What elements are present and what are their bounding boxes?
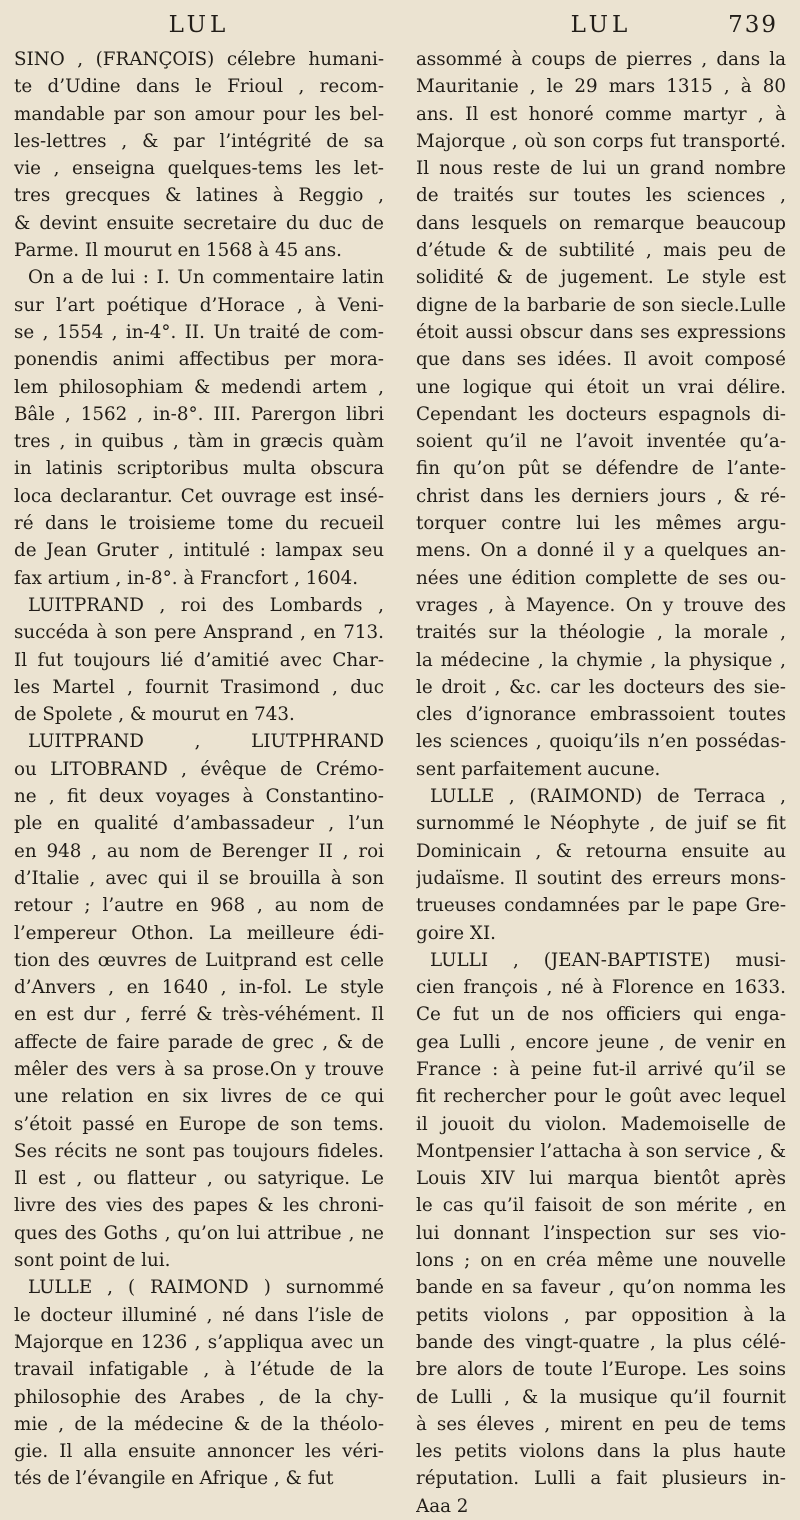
text-line: ple en qualité d’ambassadeur , l’un: [14, 813, 384, 835]
text-line: Dominicain , & retourna ensuite au: [416, 840, 786, 862]
text-line: LUITPRAND , roi des Lombards ,: [28, 594, 384, 616]
text-line: loca declarantur. Cet ouvrage est insé-: [14, 485, 384, 507]
text-line: tres , in quibus , tàm in græcis quàm: [14, 431, 384, 453]
text-line: les Martel , fournit Trasimond , duc: [14, 676, 384, 698]
text-line: Il est , ou flatteur , ou satyrique. Le: [14, 1168, 384, 1190]
text-line: d’étude & de subtilité , mais peu de: [416, 240, 786, 262]
text-line: de traités sur toutes les sciences ,: [416, 185, 786, 207]
text-line: ne , fit deux voyages à Constantino-: [14, 786, 384, 808]
text-line: en est dur , ferré & très-véhément. Il: [14, 1004, 384, 1026]
text-line: dans lesquels on remarque beaucoup: [416, 212, 786, 234]
text-line: soient qu’il ne l’avoit inventée qu’a-: [416, 431, 786, 453]
text-line: in latinis scriptoribus multa obscura: [14, 458, 384, 480]
text-line: gea Lulli , encore jeune , de venir en: [416, 1031, 786, 1053]
text-line: d’Italie , avec qui il se brouilla à son: [14, 867, 384, 889]
text-line: Majorque , où son corps fut transporté.: [416, 130, 786, 152]
text-line: fax artium , in-8°. à Francfort , 1604.: [14, 567, 359, 589]
text-line: lui donnant l’inspection sur ses vio-: [416, 1222, 786, 1244]
text-line: sur l’art poétique d’Horace , à Veni-: [14, 294, 384, 316]
text-line: l’empereur Othon. La meilleure édi-: [14, 922, 384, 944]
text-line: petits violons , par opposition à la: [416, 1304, 786, 1326]
text-line: ans. Il est honoré comme martyr , à: [416, 103, 786, 125]
text-line: digne de la barbarie de son siecle.Lulle: [416, 294, 786, 316]
text-line: s’étoit passé en Europe de son tems.: [14, 1113, 384, 1135]
text-line: Louis XIV lui marqua bientôt après: [416, 1168, 786, 1190]
text-line: goire XI.: [416, 922, 496, 944]
text-line: vie , enseigna quelques-tems les let-: [14, 158, 384, 180]
text-line: trueuses condamnées par le pape Gre-: [416, 895, 786, 917]
right-column-text: [416, 46, 786, 1520]
text-line: en 948 , au nom de Berenger II , roi: [14, 840, 384, 862]
left-running-head: [14, 12, 384, 46]
text-line: à ses éleves , mirent en peu de tems: [416, 1413, 786, 1435]
text-line: LULLE , (RAIMOND) de Terraca ,: [430, 786, 786, 808]
text-line: Il nous reste de lui un grand nombre: [416, 158, 786, 180]
text-line: tés de l’évangile en Afrique , & fut: [14, 1468, 334, 1490]
text-line: une relation en six livres de ce qui: [14, 1086, 384, 1108]
text-line: mens. On a donné il y a quelques an-: [416, 540, 786, 562]
text-line: On a de lui : I. Un commentaire latin: [28, 267, 384, 289]
text-line: la médecine , la chymie , la physique ,: [416, 649, 786, 671]
text-line: fin qu’on pût se défendre de l’ante-: [416, 458, 786, 480]
text-line: Aaa 2: [416, 1495, 469, 1517]
text-line: ponendis animi affectibus per mora-: [14, 349, 384, 371]
text-line: LUITPRAND , LIUTPHRAND: [28, 731, 384, 753]
text-line: Il fut toujours lié d’amitié avec Char-: [14, 649, 384, 671]
text-line: & devint ensuite secretaire du duc de: [14, 212, 384, 234]
text-line: Parme. Il mourut en 1568 à 45 ans.: [14, 240, 342, 262]
text-line: que dans ses idées. Il avoit composé: [416, 349, 786, 371]
text-line: succéda à son pere Ansprand , en 713.: [14, 622, 384, 644]
text-line: sont point de lui.: [14, 1250, 171, 1272]
text-line: surnommé le Néophyte , de juif se fit: [416, 813, 786, 835]
text-line: LULLI , (JEAN-BAPTISTE) musi-: [430, 949, 786, 971]
text-line: fit rechercher pour le goût avec lequel: [416, 1086, 786, 1108]
text-line: il jouoit du violon. Mademoiselle de: [416, 1113, 786, 1135]
text-line: les-lettres , & par l’intégrité de sa: [14, 130, 384, 152]
text-line: affecte de faire parade de grec , & de: [14, 1031, 384, 1053]
text-line: vrages , à Mayence. On y trouve des: [416, 594, 786, 616]
text-line: livre des vies des papes & les chroni-: [14, 1195, 384, 1217]
text-line: Majorque en 1236 , s’appliqua avec un: [14, 1331, 384, 1353]
right-header-text: LUL: [570, 12, 632, 38]
text-line: Ses récits ne sont pas toujours fideles.: [14, 1140, 384, 1162]
text-line: une logique qui étoit un vrai délire.: [416, 376, 786, 398]
text-line: bre alors de toute l’Europe. Les soins: [416, 1359, 786, 1381]
text-line: Ce fut un de nos officiers qui enga-: [416, 1004, 786, 1026]
text-line: travail infatigable , à l’étude de la: [14, 1359, 384, 1381]
page-number: 739: [728, 12, 778, 38]
text-line: lem philosophiam & medendi artem ,: [14, 376, 384, 398]
text-line: se , 1554 , in-4°. II. Un traité de com-: [14, 321, 384, 343]
text-line: Cependant les docteurs espagnols di-: [416, 403, 786, 425]
text-line: mêler des vers à sa prose.On y trouve: [14, 1058, 384, 1080]
text-line: de Spolete , & mourut en 743.: [14, 704, 295, 726]
text-line: retour ; l’autre en 968 , au nom de: [14, 895, 384, 917]
text-line: te d’Udine dans le Frioul , recom-: [14, 76, 384, 98]
text-line: nées une édition complette de ses ou-: [416, 567, 786, 589]
left-column: [14, 12, 384, 1493]
text-line: Montpensier l’attacha à son service , &: [416, 1140, 786, 1162]
text-line: d’Anvers , en 1640 , in-fol. Le style: [14, 977, 384, 999]
text-line: mie , de la médecine & de la théolo-: [14, 1413, 384, 1435]
text-line: judaïsme. Il soutint des erreurs mons-: [416, 867, 786, 889]
text-line: de Jean Gruter , intitulé : lampax seu: [14, 540, 384, 562]
text-line: bande des vingt-quatre , la plus célé-: [416, 1331, 786, 1353]
text-line: les sciences , quoiqu’ils n’en possédas-: [416, 731, 786, 753]
text-line: cles d’ignorance embrassoient toutes: [416, 704, 786, 726]
text-line: France : à peine fut-il arrivé qu’il se: [416, 1058, 786, 1080]
right-running-head: [416, 12, 786, 46]
left-column-text: [14, 46, 384, 1493]
text-line: ou LITOBRAND , évêque de Crémo-: [14, 758, 384, 780]
text-line: Mauritanie , le 29 mars 1315 , à 80: [416, 76, 786, 98]
text-line: solidité & de jugement. Le style est: [416, 267, 786, 289]
text-line: le cas qu’il faisoit de son mérite , en: [416, 1195, 786, 1217]
text-line: le docteur illuminé , né dans l’isle de: [14, 1304, 384, 1326]
text-line: tres grecques & latines à Reggio ,: [14, 185, 384, 207]
text-line: gie. Il alla ensuite annoncer les véri-: [14, 1441, 384, 1463]
text-line: traités sur la théologie , la morale ,: [416, 622, 786, 644]
text-line: cien françois , né à Florence en 1633.: [416, 977, 786, 999]
text-line: le droit , &c. car les docteurs des sie-: [416, 676, 786, 698]
right-column: [416, 12, 786, 1520]
text-line: christ dans les derniers jours , & ré-: [416, 485, 786, 507]
left-header-text: LUL: [168, 12, 230, 38]
text-line: étoit aussi obscur dans ses expressions: [416, 321, 786, 343]
text-line: tion des œuvres de Luitprand est celle: [14, 949, 384, 971]
text-line: mandable par son amour pour les bel-: [14, 103, 384, 125]
text-line: ré dans le troisieme tome du recueil: [14, 513, 384, 535]
text-line: ques des Goths , qu’on lui attribue , ne: [14, 1222, 384, 1244]
text-line: les petits violons dans la plus haute: [416, 1441, 786, 1463]
text-line: torquer contre lui les mêmes argu-: [416, 513, 786, 535]
text-line: réputation. Lulli a fait plusieurs in-: [416, 1468, 786, 1490]
text-line: Bâle , 1562 , in-8°. III. Parergon libri: [14, 403, 384, 425]
text-line: de Lulli , & la musique qu’il fournit: [416, 1386, 786, 1408]
text-line: philosophie des Arabes , de la chy-: [14, 1386, 384, 1408]
text-line: sent parfaitement aucune.: [416, 758, 661, 780]
text-line: assommé à coups de pierres , dans la: [416, 49, 786, 70]
text-line: lons ; on en créa même une nouvelle: [416, 1250, 786, 1272]
text-line: LULLE , ( RAIMOND ) surnommé: [28, 1277, 384, 1299]
text-line: SINO , (FRANÇOIS) célebre humani-: [14, 49, 384, 70]
text-line: bande en sa faveur , qu’on nomma les: [416, 1277, 786, 1299]
